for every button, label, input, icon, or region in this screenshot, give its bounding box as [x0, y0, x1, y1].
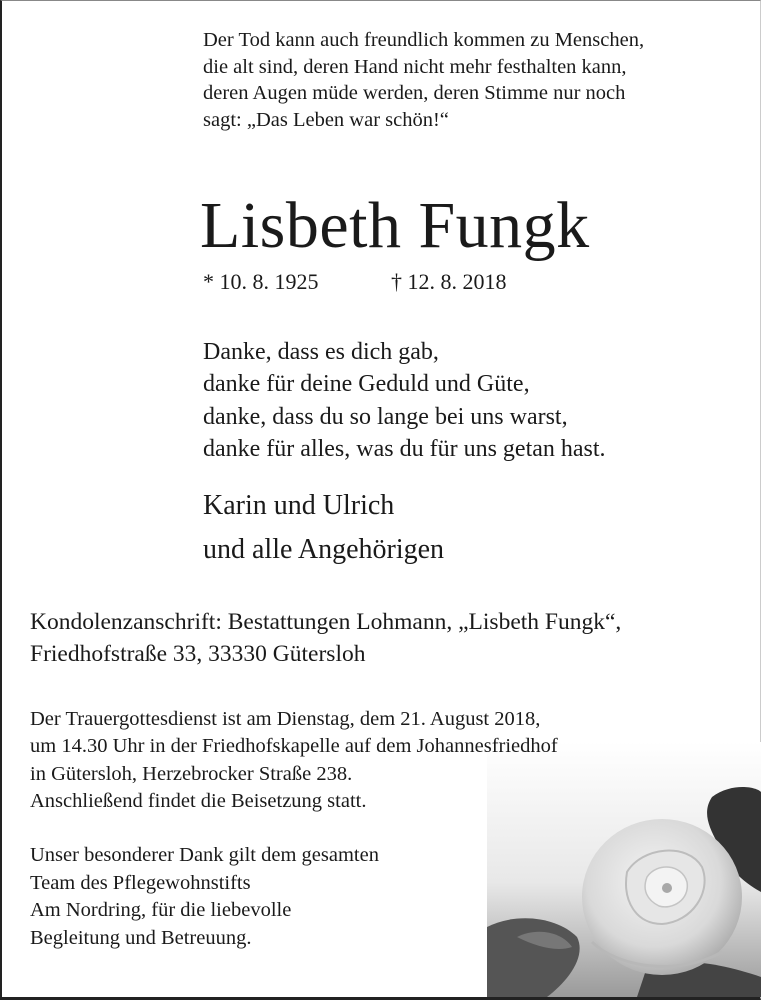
opening-verse [203, 27, 644, 134]
thanks-line: danke für deine Geduld und Güte, [203, 371, 530, 398]
verse-line: Der Tod kann auch freundlich kommen zu Menschen, [203, 29, 645, 51]
service-line: Der Trauergottesdienst ist am Dienstag, dem 21. August 2018, [30, 708, 541, 730]
thanks-line: danke, dass du so lange bei uns warst, [203, 403, 568, 430]
verse-line: die alt sind, deren Hand nicht mehr festhalten kann, [203, 55, 627, 78]
address-line: Friedhofstraße 33, 33330 Gütersloh [30, 641, 366, 667]
gratitude-line: Team des Pflegewohnstifts [30, 871, 251, 894]
thanks-line: Danke, dass es dich gab, [203, 339, 439, 365]
mourners [203, 484, 444, 572]
verse-line: sagt: „Das Leben war schön!“ [203, 109, 449, 132]
address-line: Kondolenzanschrift: Bestattungen Lohmann, „Lisbeth Fungk“, [30, 609, 622, 635]
verse-line: deren Augen müde werden, deren Stimme nur noch [203, 82, 626, 105]
mourners-line: Karin und Ulrich [203, 490, 395, 521]
service-line: Anschließend findet die Beisetzung statt. [30, 789, 367, 812]
gratitude-line: Begleitung und Betreuung. [30, 926, 252, 949]
gratitude-line: Am Nordring, für die liebevolle [30, 899, 292, 922]
funeral-service-info [30, 706, 558, 815]
gratitude-note [30, 842, 379, 952]
condolence-address [30, 606, 621, 670]
deceased-name: Lisbeth Fungk [200, 189, 590, 262]
life-dates [203, 268, 507, 296]
service-line: um 14.30 Uhr in der Friedhofskapelle auf dem Johannesfriedhof [30, 735, 558, 758]
thanks-line: danke für alles, was du für uns getan hast. [203, 435, 606, 462]
death-date: † 12. 8. 2018 [391, 269, 507, 294]
thanks-verse [203, 336, 606, 465]
mourners-line: und alle Angehörigen [203, 534, 445, 565]
service-line: in Gütersloh, Herzebrocker Straße 238. [30, 762, 353, 785]
gratitude-line: Unser besonderer Dank gilt dem gesamten [30, 844, 379, 866]
birth-date: * 10. 8. 1925 [203, 269, 319, 294]
